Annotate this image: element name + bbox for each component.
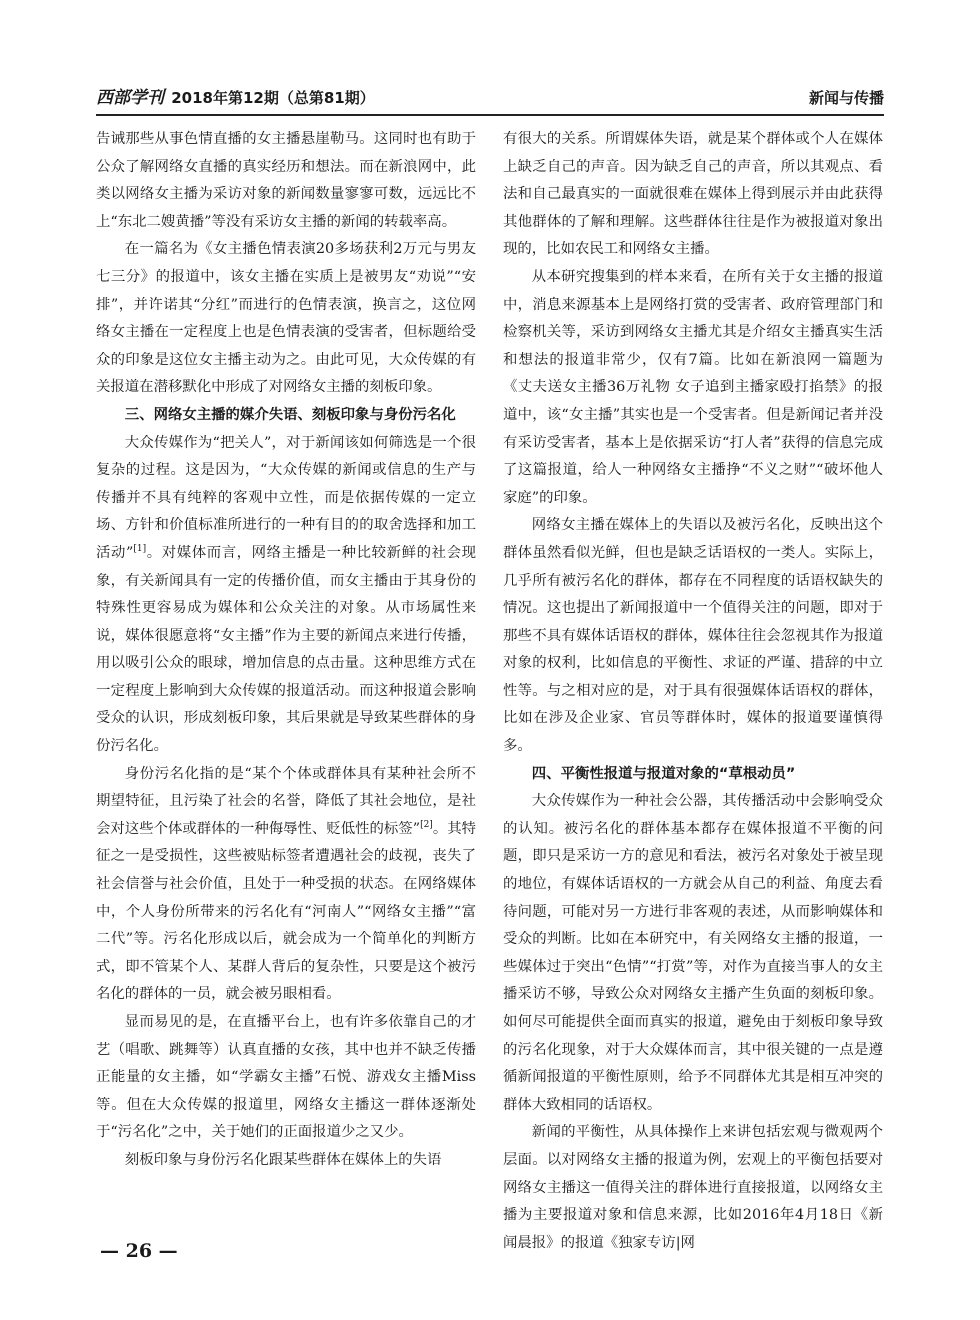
journal-logo: 西部学刊 [96, 88, 164, 108]
paragraph: 身份污名化指的是“某个个体或群体具有某种社会所不期望特征，且污染了社会的名誉，降低了其社会地位，是社会对这些个体或群体的一种侮辱性、贬低性的标签”[2]。其特征之一是受损性，这些被贴标签者遭遇社会的歧视，丧失了社会信誉与社会价值，且处于一种受损的状态。在网络媒体中，个人身份所带来的污名化有“河南人”“网络女主播”“富二代”等。污名化形成以后，就会成为一个简单化的判断方式，即不管某个人、某群人背后的复杂性，只要是这个被污名化的群体的一员，就会被另眼相看。 [96, 765, 476, 1003]
paragraph: 刻板印象与身份污名化跟某些群体在媒体上的失语 [124, 1151, 442, 1168]
section-heading: 三、网络女主播的媒介失语、刻板印象与身份污名化 [124, 406, 456, 423]
right-column [503, 126, 883, 1251]
paragraph: 告诫那些从事色情直播的女主播悬崖勒马。这同时也有助于公众了解网络女直播的真实经历和想法。而在新浪网中，此类以网络女主播为采访对象的新闻数量寥寥可数，远远比不上“东北二嫂黄播”等没有采访女主播的新闻的转载率高。 [96, 131, 476, 230]
paragraph: 网络女主播在媒体上的失语以及被污名化，反映出这个群体虽然看似光鲜，但也是缺乏话语权的一类人。实际上，几乎所有被污名化的群体，都存在不同程度的话语权缺失的情况。这也提出了新闻报道中一个值得关注的问题，即对于那些不具有媒体话语权的群体，媒体往往会忽视其作为报道对象的权利，比如信息的平衡性、求证的严谨、措辞的中立性等。与之相对应的是，对于具有很强媒体话语权的群体，比如在涉及企业家、官员等群体时，媒体的报道要谨慎得多。 [503, 517, 883, 755]
section-heading: 四、平衡性报道与报道对象的“草根动员” [531, 765, 796, 782]
paragraph: 新闻的平衡性，从具体操作上来讲包括宏观与微观两个层面。以对网络女主播的报道为例，宏观上的平衡包括要对网络女主播这一值得关注的群体进行直接报道，以网络女主播为主要报道对象和信息来源，比如2016年4月18日《新闻晨报》的报道《独家专访|网 [503, 1124, 883, 1251]
section-title: 新闻与传播 [808, 89, 884, 107]
running-header [96, 84, 884, 116]
paragraph: 大众传媒作为“把关人”，对于新闻该如何筛选是一个很复杂的过程。这是因为，“大众传媒的新闻或信息的生产与传播并不具有纯粹的客观中立性，而是依据传媒的一定立场、方针和价值标准所进行的一种有目的的取舍选择和加工活动”[1]。对媒体而言，网络主播是一种比较新鲜的社会现象，有关新闻具有一定的传播价值，而女主播由于其身份的特殊性更容易成为媒体和公众关注的对象。从市场属性来说，媒体很愿意将“女主播”作为主要的新闻点来进行传播，用以吸引公众的眼球，增加信息的点击量。这种思维方式在一定程度上影响到大众传媒的报道活动。而这种报道会影响受众的认识，形成刻板印象，其后果就是导致某些群体的身份污名化。 [96, 434, 476, 755]
issue-info: 2018年第12期（总第81期） [171, 89, 375, 107]
journal-info [96, 83, 375, 108]
page-number: — 26 — [100, 1240, 178, 1262]
left-column [96, 126, 476, 1236]
paragraph: 显而易见的是，在直播平台上，也有许多依靠自己的才艺（唱歌、跳舞等）认真直播的女孩，其中也并不缺乏传播正能量的女主播，如“学霸女主播”石悦、游戏女主播Miss等。但在大众传媒的报道里，网络女主播这一群体逐渐处于“污名化”之中，关于她们的正面报道少之又少。 [96, 1014, 476, 1141]
paragraph: 有很大的关系。所谓媒体失语，就是某个群体或个人在媒体上缺乏自己的声音。因为缺乏自己的声音，所以其观点、看法和自己最真实的一面就很难在媒体上得到展示并由此获得其他群体的了解和理解。这些群体往往是作为被报道对象出现的，比如农民工和网络女主播。 [503, 131, 883, 258]
paragraph: 大众传媒作为一种社会公器，其传播活动中会影响受众的认知。被污名化的群体基本都存在媒体报道不平衡的问题，即只是采访一方的意见和看法，被污名对象处于被呈现的地位，有媒体话语权的一方就会从自己的利益、角度去看待问题，可能对另一方进行非客观的表述，从而影响媒体和受众的判断。比如在本研究中，有关网络女主播的报道，一些媒体过于突出“色情”“打赏”等，对作为直接当事人的女主播采访不够，导致公众对网络女主播产生负面的刻板印象。如何尽可能提供全面而真实的报道，避免由于刻板印象导致的污名化现象，对于大众媒体而言，其中很关键的一点是遵循新闻报道的平衡性原则，给予不同群体尤其是相互冲突的群体大致相同的话语权。 [503, 793, 883, 1113]
paragraph: 从本研究搜集到的样本来看，在所有关于女主播的报道中，消息来源基本上是网络打赏的受害者、政府管理部门和检察机关等，采访到网络女主播尤其是介绍女主播真实生活和想法的报道非常少，仅有7篇。比如在新浪网一篇题为《丈夫送女主播36万礼物 女子追到主播家殴打掐禁》的报道中，该“女主播”其实也是一个受害者。但是新闻记者并没有采访受害者，基本上是依据采访“打人者”获得的信息完成了这篇报道，给人一种网络女主播挣“不义之财”“破坏他人家庭”的印象。 [503, 268, 883, 506]
paragraph: 在一篇名为《女主播色情表演20多场获利2万元与男友七三分》的报道中，该女主播在实质上是被男友“劝说”“安排”，并许诺其“分红”而进行的色情表演，换言之，这位网络女主播在一定程度上也是色情表演的受害者，但标题给受众的印象是这位女主播主动为之。由此可见，大众传媒的有关报道在潜移默化中形成了对网络女主播的刻板印象。 [96, 241, 476, 396]
